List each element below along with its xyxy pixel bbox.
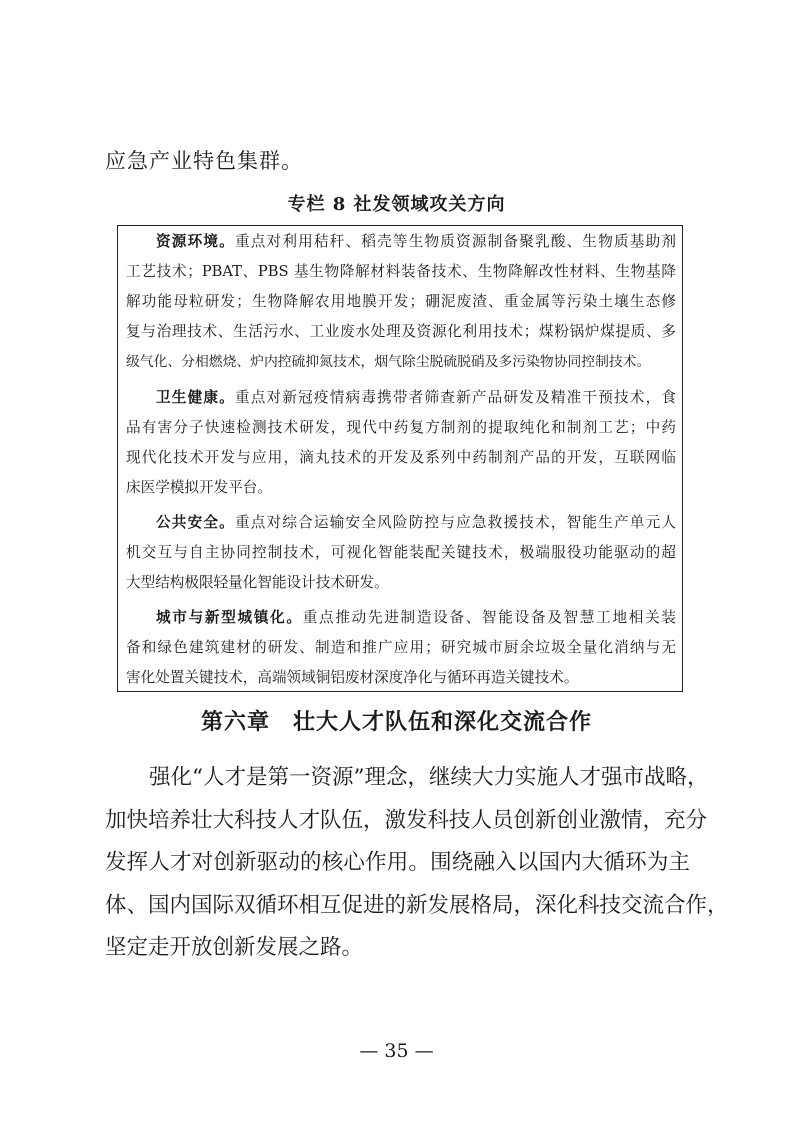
text-line: 发挥人才对创新驱动的核心作用。围绕融入以国内大循环为主	[105, 850, 690, 876]
text-line: 害化处置关键技术，高端领域铜铝废材深度净化与循环再造关键技术。	[126, 669, 579, 686]
text-line: 床医学模拟开发平台。	[126, 479, 272, 496]
text-line: 现代化技术开发与应用，滴丸技术的开发及系列中药制剂产品的开发，互联网临	[126, 449, 676, 466]
text-line: 机交互与自主协同控制技术，可视化智能装配关键技术，极端服役功能驱动的超	[126, 544, 676, 561]
text-line: 工艺技术；PBAT、PBS 基生物降解材料装备技术、生物降解改性材料、生物基降	[126, 263, 676, 280]
text-line: 加快培养壮大科技人才队伍，激发科技人员创新创业激情，充分	[105, 807, 708, 833]
page-number: — 35 —	[359, 1040, 434, 1062]
text-line: 体、国内国际双循环相互促进的新发展格局，深化科技交流合作，	[105, 892, 729, 918]
text-line: 备和绿色建筑建材的研发、制造和推广应用；研究城市厨余垃圾全量化消纳与无	[126, 639, 676, 656]
box-paragraph-resources	[126, 227, 676, 377]
text-line: 级气化、分相燃烧、炉内控硫抑氮技术，烟气除尘脱硫脱硝及多污染物协同控制技术。	[126, 354, 651, 370]
text-line: 坚定走开放创新发展之路。	[105, 935, 364, 961]
body-paragraph	[105, 757, 729, 970]
box-paragraph-urbanization	[126, 603, 676, 693]
lead-text: 应急产业特色集群。	[105, 149, 303, 173]
text-line: 强化“人才是第一资源”理念，继续大力实施人才强市战略，	[149, 765, 709, 790]
box-paragraph-health	[126, 383, 676, 503]
text-line: 重点推动先进制造设备、智能设备及智慧工地相关装	[302, 609, 676, 626]
box-paragraph-public-safety	[126, 508, 676, 598]
text-line: 重点对综合运输安全风险防控与应急救援技术，智能生产单元人	[234, 514, 676, 531]
paragraph-heading: 卫生健康。	[156, 389, 235, 406]
paragraph-heading: 城市与新型城镇化。	[156, 609, 303, 626]
text-line: 大型结构极限轻量化智能设计技术研发。	[126, 574, 389, 591]
sidebar-box	[117, 225, 683, 692]
text-line: 品有害分子快速检测技术研发，现代中药复方制剂的提取纯化和制剂工艺；中药	[126, 419, 676, 436]
text-line: 重点对利用秸秆、稻壳等生物质资源制备聚乳酸、生物质基助剂	[234, 233, 676, 250]
paragraph-heading: 资源环境。	[156, 233, 235, 250]
text-line: 复与治理技术、生活污水、工业废水处理及资源化利用技术；煤粉锅炉煤提质、多	[126, 323, 676, 340]
chapter-title: 第六章 壮大人才队伍和深化交流合作	[200, 709, 592, 735]
text-line: 解功能母粒研发；生物降解农用地膜开发；硼泥废渣、重金属等污染土壤生态修	[126, 293, 676, 310]
text-line: 重点对新冠疫情病毒携带者筛查新产品研发及精准干预技术，食	[234, 389, 676, 406]
paragraph-heading: 公共安全。	[156, 514, 235, 531]
box-title: 专栏 8 社发领域攻关方向	[287, 194, 506, 215]
